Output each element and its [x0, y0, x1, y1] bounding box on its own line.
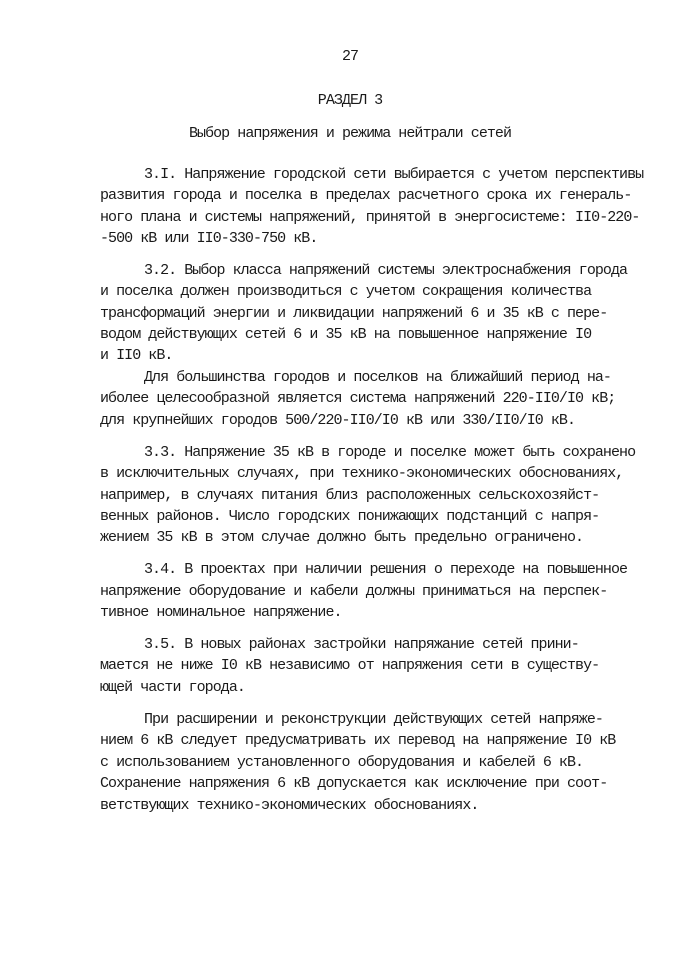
paragraph-line: ветствующих технико-экономических обоснованиях.: [100, 797, 479, 814]
paragraph-line: При расширении и реконструкции действующих сетей напряже-: [144, 711, 603, 728]
paragraph-line: 3.5. В новых районах застройки напряжание сетей прини-: [144, 636, 579, 653]
paragraph-line: ющей части города.: [100, 679, 245, 696]
paragraph-line: Для большинства городов и поселков на ближайший период на-: [144, 369, 611, 386]
page-number: 27: [341, 48, 359, 65]
paragraph-line: ного плана и системы напряжений, принятой в энергосистеме: II0-220-: [100, 209, 640, 226]
paragraph-line: иболее целесообразной является система напряжений 220-II0/I0 кВ;: [100, 390, 616, 407]
paragraph-line: нием 6 кВ следует предусматривать их перевод на напряжение I0 кВ: [100, 732, 616, 749]
paragraph-line: водом действующих сетей 6 и 35 кВ на повышенное напряжение I0: [100, 326, 592, 343]
paragraph-line: трансформаций энергии и ликвидации напряжений 6 и 35 кВ с пере-: [100, 305, 608, 322]
paragraph-line: 3.4. В проектах при наличии решения о переходе на повышенное: [144, 561, 628, 578]
paragraph-line: напряжение оборудование и кабели должны приниматься на перспек-: [100, 583, 608, 600]
paragraph-line: 3.2. Выбор класса напряжений системы электроснабжения города: [144, 262, 628, 279]
paragraph-line: с использованием установленного оборудования и кабелей 6 кВ.: [100, 754, 584, 771]
paragraph-line: жением 35 кВ в этом случае должно быть предельно ограничено.: [100, 529, 584, 546]
paragraph-line: тивное номинальное напряжение.: [100, 604, 342, 621]
paragraph-line: для крупнейших городов 500/220-II0/I0 кВ или 330/II0/I0 кВ.: [100, 412, 576, 429]
paragraph-line: -500 кВ или II0-330-750 кВ.: [100, 230, 318, 247]
paragraph-line: венных районов. Число городских понижающих подстанций с напря-: [100, 508, 600, 525]
paragraph-line: например, в случаях питания близ расположенных сельскохозяйст-: [100, 487, 600, 504]
paragraph-line: в исключительных случаях, при технико-экономических обоснованиях,: [100, 465, 624, 482]
paragraph-line: Сохранение напряжения 6 кВ допускается как исключение при соот-: [100, 775, 608, 792]
section-title: РАЗДЕЛ 3: [317, 92, 383, 109]
section-subtitle: Выбор напряжения и режима нейтрали сетей: [188, 125, 512, 142]
paragraph-line: мается не ниже I0 кВ независимо от напряжения сети в существу-: [100, 657, 600, 674]
paragraph-line: и II0 кВ.: [100, 347, 173, 364]
paragraph-line: и поселка должен производиться с учетом сокращения количества: [100, 283, 592, 300]
paragraph-line: 3.I. Напряжение городской сети выбирается с учетом перспективы: [144, 166, 644, 183]
paragraph-line: развития города и поселка в пределах расчетного срока их генераль-: [100, 187, 632, 204]
paragraph-line: 3.3. Напряжение 35 кВ в городе и поселке может быть сохранено: [144, 444, 636, 461]
